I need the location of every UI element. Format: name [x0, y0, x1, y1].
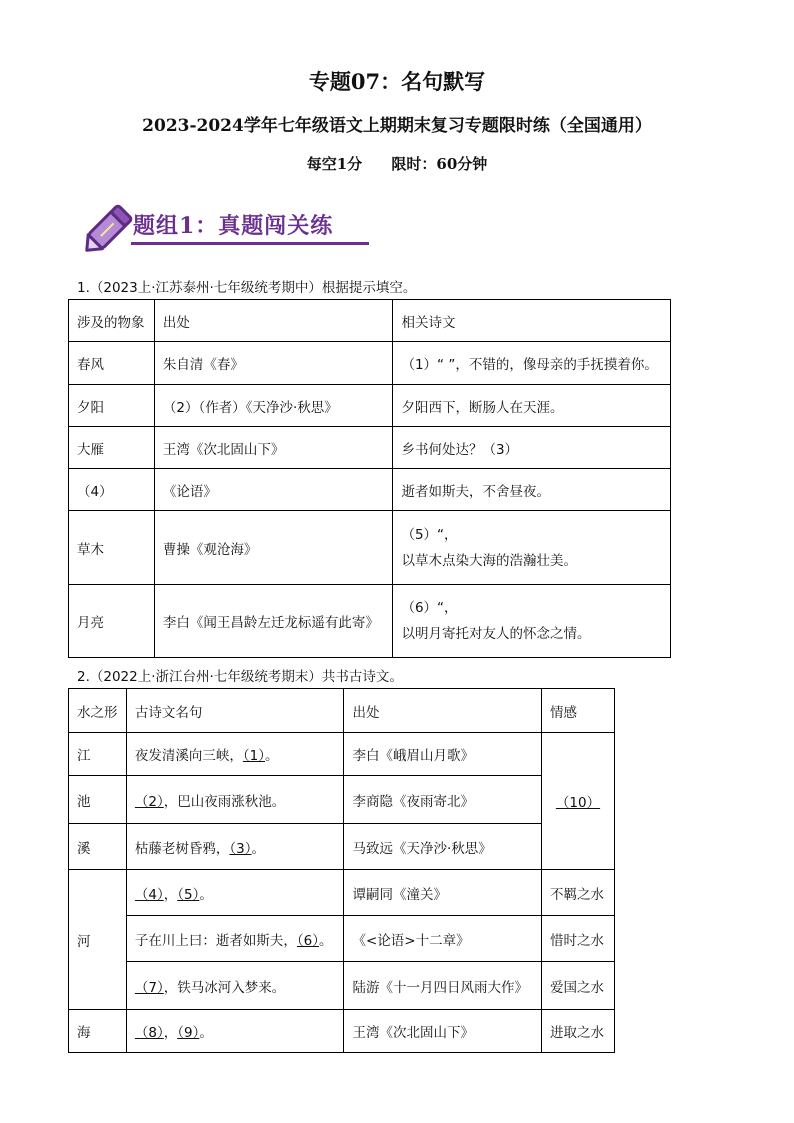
poem-line: （6）“， [401, 600, 458, 616]
emotion-cell: 不羁之水 [542, 870, 615, 916]
meta-time: 限时：60分钟 [391, 155, 488, 173]
line-text: 子在川上曰：逝者如斯夫， [134, 932, 297, 949]
poem-line: （5）“， [401, 526, 458, 543]
emotion-cell: 惜时之水 [542, 916, 615, 962]
form-cell: 海 [69, 1010, 127, 1053]
table-row [69, 1010, 615, 1053]
table-row [69, 511, 671, 585]
form-cell: 江 [69, 733, 127, 776]
table-row [69, 342, 671, 385]
table-row [69, 427, 671, 469]
source-cell: 《<论语>十二章》 [344, 916, 542, 962]
question-2-table [68, 688, 615, 1053]
blank[interactable]: （5） [177, 886, 200, 903]
source-cell: 王湾《次北固山下》 [344, 1010, 542, 1053]
header-cell: 古诗文名句 [126, 689, 344, 733]
blank[interactable]: （9） [177, 1025, 200, 1041]
poem-cell [393, 511, 671, 585]
section-banner [76, 198, 376, 260]
banner-label: 题组1：真题闯关练 [133, 213, 334, 239]
line-cell [126, 962, 344, 1010]
banner-underline [131, 242, 369, 245]
line-text: 。 [265, 748, 279, 764]
line-cell [126, 824, 344, 870]
line-cell [126, 1010, 344, 1053]
table-header-row [69, 300, 671, 342]
line-text: 夜发清溪向三峡， [134, 748, 243, 764]
header-cell: 水之形 [69, 689, 127, 733]
page-meta [0, 153, 794, 174]
source-cell: 谭嗣同《潼关》 [344, 870, 542, 916]
poem-cell: 乡书何处达？（3） [393, 427, 671, 469]
source-cell: 李商隐《夜雨寄北》 [344, 776, 542, 824]
blank[interactable]: （1） [242, 748, 265, 764]
table-row [69, 870, 615, 916]
poem-line: 以草木点染大海的浩瀚壮美。 [401, 552, 577, 569]
line-text: 。 [319, 932, 333, 949]
page-title: 专题07：名句默写 [308, 69, 486, 94]
blank[interactable]: （6） [296, 932, 319, 949]
form-cell: 溪 [69, 824, 127, 870]
object-cell: 夕阳 [69, 385, 155, 427]
table-row [69, 469, 671, 511]
line-text: ， [163, 886, 178, 903]
line-text: 。 [199, 1025, 213, 1041]
source-cell: 曹操《观沧海》 [154, 511, 393, 585]
line-text: ，铁马冰河入梦来。 [163, 979, 286, 996]
header-cell: 出处 [344, 689, 542, 733]
line-cell [126, 870, 344, 916]
source-cell: 陆游《十一月四日风雨大作》 [344, 962, 542, 1010]
line-text: ，巴山夜雨涨秋池。 [163, 793, 286, 810]
table-header-row [69, 689, 615, 733]
pencil-icon [76, 198, 140, 260]
table-row [69, 962, 615, 1010]
question-2-title: 2.（2022上·浙江台州·七年级统考期末）共书古诗文。 [77, 669, 403, 685]
table-row [69, 916, 615, 962]
source-cell: 李白《峨眉山月歌》 [344, 733, 542, 776]
source-cell: 王湾《次北固山下》 [154, 427, 393, 469]
question-1-title: 1.（2023上·江苏泰州·七年级统考期中）根据提示填空。 [77, 280, 417, 296]
poem-cell: （1）“ ”，不错的，像母亲的手抚摸着你。 [393, 342, 671, 385]
object-cell: （4） [69, 469, 155, 511]
table-row [69, 585, 671, 658]
line-text: 枯藤老树昏鸦， [134, 840, 230, 857]
object-cell: 草木 [69, 511, 155, 585]
line-text: 。 [251, 840, 265, 857]
header-cell: 出处 [154, 300, 393, 342]
blank[interactable]: （7） [134, 979, 164, 996]
question-1-table [68, 299, 671, 658]
poem-cell: 夕阳西下，断肠人在天涯。 [393, 385, 671, 427]
object-cell: 春风 [69, 342, 155, 385]
table-row [69, 824, 615, 870]
page-subtitle: 2023-2024学年七年级语文上期期末复习专题限时练（全国通用） [142, 116, 652, 136]
source-cell: （2）（作者）《天净沙·秋思》 [154, 385, 393, 427]
source-cell: 李白《闻王昌龄左迁龙标遥有此寄》 [154, 585, 393, 658]
line-text: 。 [199, 886, 213, 903]
poem-cell: 逝者如斯夫，不舍昼夜。 [393, 469, 671, 511]
form-cell: 池 [69, 776, 127, 824]
blank[interactable]: （3） [229, 840, 252, 857]
blank[interactable]: （2） [134, 793, 164, 810]
blank[interactable]: （10） [555, 795, 601, 811]
header-cell: 相关诗文 [393, 300, 671, 342]
form-cell: 河 [69, 870, 127, 1010]
emotion-cell: 爱国之水 [542, 962, 615, 1010]
source-cell: 《论语》 [154, 469, 393, 511]
source-cell: 朱自清《春》 [154, 342, 393, 385]
source-cell: 马致远《天净沙·秋思》 [344, 824, 542, 870]
emotion-cell: 进取之水 [542, 1010, 615, 1053]
line-cell [126, 733, 344, 776]
object-cell: 月亮 [69, 585, 155, 658]
poem-line: 以明月寄托对友人的怀念之情。 [401, 626, 591, 642]
object-cell: 大雁 [69, 427, 155, 469]
line-cell [126, 776, 344, 824]
header-cell: 情感 [542, 689, 615, 733]
blank[interactable]: （8） [134, 1025, 164, 1041]
table-row [69, 385, 671, 427]
emotion-cell [542, 733, 615, 870]
table-row [69, 776, 615, 824]
meta-score: 每空1分 [306, 155, 363, 173]
blank[interactable]: （4） [134, 886, 164, 903]
header-cell: 涉及的物象 [69, 300, 155, 342]
poem-cell [393, 585, 671, 658]
table-row [69, 733, 615, 776]
line-cell [126, 916, 344, 962]
line-text: ， [163, 1025, 178, 1041]
